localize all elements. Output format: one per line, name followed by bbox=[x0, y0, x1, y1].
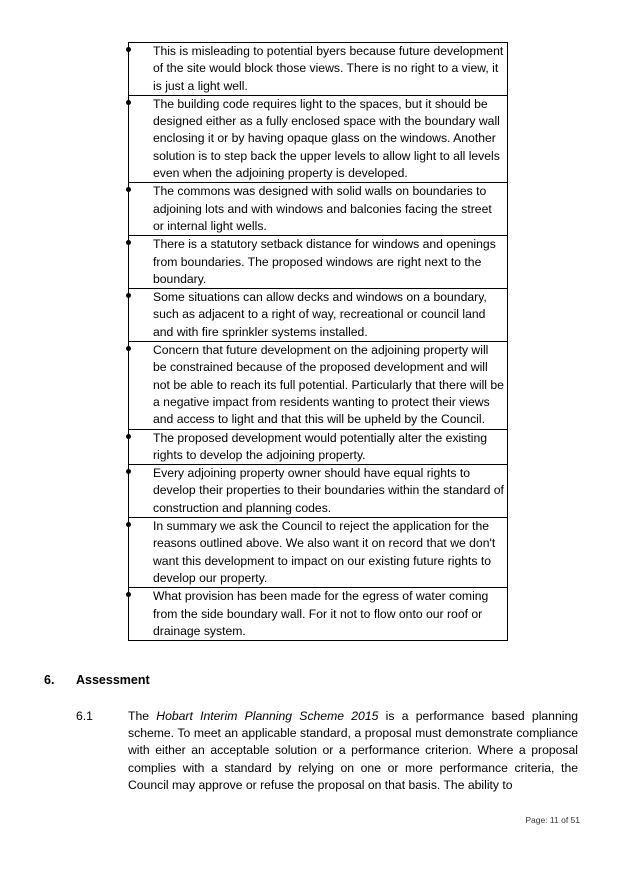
bullet-cell bbox=[129, 183, 508, 236]
bullet-text: This is misleading to potential byers because future development of the site would block those views. There is no right to a view, it is just a light well. bbox=[153, 44, 504, 93]
bullet-cell bbox=[129, 588, 508, 641]
paragraph-number: 6.1 bbox=[76, 709, 93, 723]
table-row bbox=[129, 236, 508, 289]
bullet-cell bbox=[129, 289, 508, 342]
section-heading bbox=[44, 673, 150, 687]
table-row bbox=[129, 95, 508, 182]
bullet-icon bbox=[126, 346, 131, 351]
section-title: Assessment bbox=[76, 673, 150, 687]
table-row bbox=[129, 43, 508, 96]
bullet-icon bbox=[126, 47, 131, 52]
bullet-icon bbox=[126, 469, 131, 474]
paragraph-6-1 bbox=[76, 708, 578, 794]
bullet-icon bbox=[126, 434, 131, 439]
bullet-text: Concern that future development on the adjoining property will be constrained because of the proposed development and will not be able to reach its full potential. Particularly that there will be a negative impact from residents wanting to protect their views and access to light and that this will be upheld by the Council. bbox=[153, 343, 504, 427]
section-number: 6. bbox=[44, 673, 55, 687]
bullet-cell bbox=[129, 95, 508, 182]
bullet-text: Some situations can allow decks and windows on a boundary, such as adjacent to a right of way, recreational or council land and with fire sprinkler systems installed. bbox=[153, 290, 487, 339]
objections-table bbox=[128, 42, 508, 641]
bullet-text: What provision has been made for the egress of water coming from the side boundary wall. For it not to flow onto our roof or drainage system. bbox=[153, 589, 489, 638]
bullet-cell bbox=[129, 43, 508, 96]
bullet-text: The proposed development would potentially alter the existing rights to develop the adjoining property. bbox=[153, 430, 488, 462]
bullet-cell bbox=[129, 342, 508, 429]
bullet-icon bbox=[126, 592, 131, 597]
table-row bbox=[129, 465, 508, 518]
table-row bbox=[129, 429, 508, 465]
bullet-icon bbox=[126, 293, 131, 298]
bullet-text: The commons was designed with solid walls on boundaries to adjoining lots and with windows and balconies facing the street or internal light wells. bbox=[153, 184, 492, 233]
bullet-icon bbox=[126, 522, 131, 527]
bullet-text: The building code requires light to the spaces, but it should be designed either as a fully enclosed space with the boundary wall enclosing it or by having opaque glass on the windows. Another solution is to step back the upper levels to allow light to all levels even when the adjoining property is developed. bbox=[153, 96, 500, 181]
bullet-icon bbox=[126, 100, 131, 105]
bullet-icon bbox=[126, 187, 131, 192]
paragraph-text-start: The bbox=[128, 709, 157, 723]
page-number-footer: Page: 11 of 51 bbox=[525, 815, 580, 825]
table-row bbox=[129, 342, 508, 429]
table-row bbox=[129, 289, 508, 342]
paragraph-text bbox=[128, 708, 578, 794]
bullet-cell bbox=[129, 236, 508, 289]
table-row bbox=[129, 518, 508, 588]
paragraph-text-rest: is a performance based planning scheme. To meet an applicable standard, a proposal must demonstrate compliance with either an acceptable solution or a performance criterion. Where a proposal complies with a standard by relying on one or more performance criteria, the Council may approve or refuse the proposal on that basis. The ability to bbox=[128, 709, 578, 792]
bullet-cell bbox=[129, 518, 508, 588]
bullet-icon bbox=[126, 240, 131, 245]
table-row bbox=[129, 183, 508, 236]
bullet-cell bbox=[129, 465, 508, 518]
scheme-name: Hobart Interim Planning Scheme 2015 bbox=[156, 709, 379, 723]
bullet-text: In summary we ask the Council to reject the application for the reasons outlined above. We also want it on record that we don't want this development to impact on our existing future rights to develop our property. bbox=[153, 519, 496, 585]
bullet-text: There is a statutory setback distance for windows and openings from boundaries. The proposed windows are right next to the boundary. bbox=[153, 237, 496, 286]
bullet-text: Every adjoining property owner should have equal rights to develop their properties to their boundaries within the standard of construction and planning codes. bbox=[153, 466, 504, 515]
bullet-cell bbox=[129, 429, 508, 465]
table-row bbox=[129, 588, 508, 641]
